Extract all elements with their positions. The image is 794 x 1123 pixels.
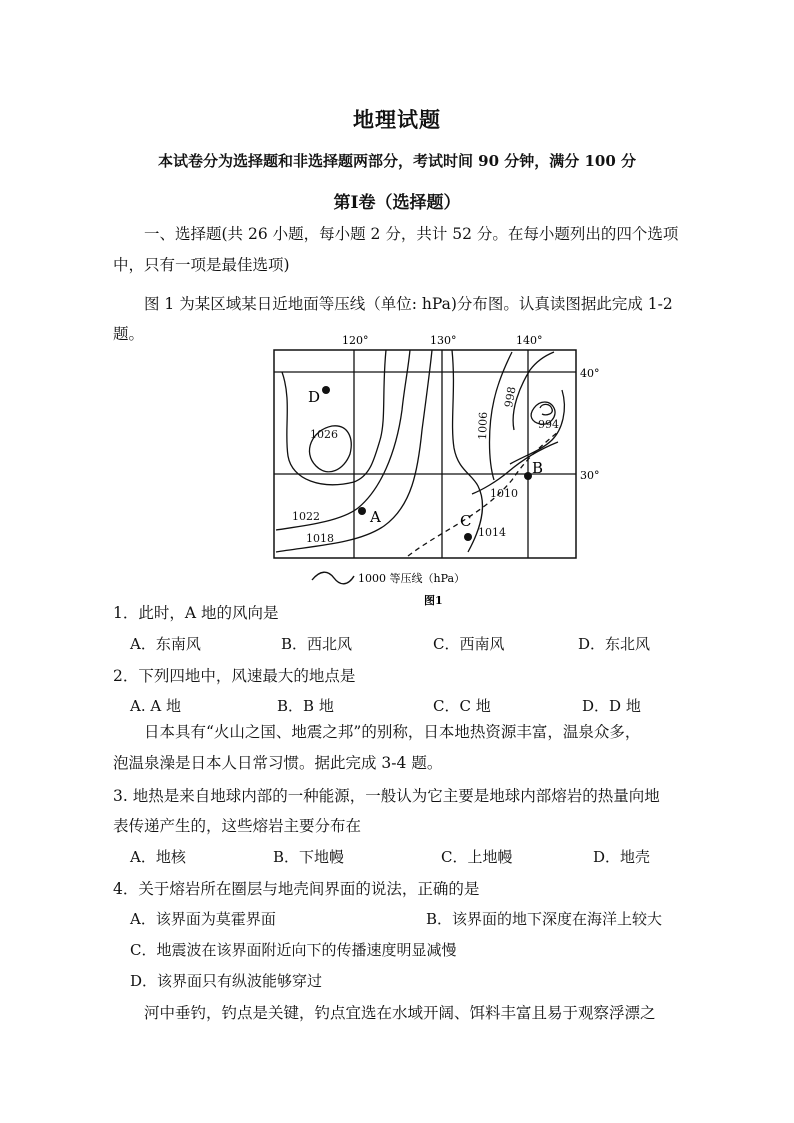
isobar-label-1026: 1026 — [310, 428, 338, 441]
point-c-label: C — [460, 512, 472, 530]
passage-fishing-line1: 河中垂钓，钓点是关键，钓点宜选在水域开阔、饵料丰富且易于观察浮漂之 — [144, 1004, 656, 1022]
isobar-map — [262, 330, 612, 612]
section-heading: 第Ⅰ卷（选择题） — [333, 193, 461, 213]
isobar-label-1014: 1014 — [478, 526, 506, 539]
isobar-1022 — [276, 350, 410, 530]
point-a-dot — [358, 507, 366, 515]
q1-option-b: B．西北风 — [281, 635, 353, 653]
q4-option-b: B．该界面的地下深度在海洋上较大 — [426, 910, 663, 928]
q2-option-c: C．C 地 — [433, 697, 491, 715]
lon-label-130: 130° — [430, 334, 457, 347]
instructions-line1: 一、选择题(共 26 小题，每小题 2 分，共计 52 分。在每小题列出的四个选项 — [144, 225, 679, 243]
isobar-label-1022: 1022 — [292, 510, 320, 523]
point-d-dot — [322, 386, 330, 394]
q3-option-c: C．上地幔 — [441, 848, 513, 866]
q4-option-a: A．该界面为莫霍界面 — [130, 910, 276, 928]
map-caption: 图1 — [424, 594, 443, 607]
q1-option-a: A．东南风 — [130, 635, 201, 653]
page-title: 地理试题 — [353, 107, 441, 132]
q3-option-d: D．地壳 — [593, 848, 651, 866]
isobar-outer-left — [282, 350, 386, 485]
isobar-994-inner — [540, 404, 552, 414]
q3-option-b: B．下地幔 — [273, 848, 345, 866]
isobar-label-998: 998 — [502, 385, 519, 409]
instructions-line2: 中，只有一项是最佳选项) — [113, 256, 290, 274]
legend-isobar-symbol — [312, 572, 354, 584]
q1-option-c: C．西南风 — [433, 635, 505, 653]
lat-label-40: 40° — [580, 367, 600, 380]
q2-option-a: A. A 地 — [130, 697, 181, 715]
figure-intro-line1: 图 1 为某区域某日近地面等压线（单位: hPa)分布图。认真读图据此完成 1-2 — [144, 295, 673, 313]
q4-option-d: D．该界面只有纵波能够穿过 — [130, 972, 323, 990]
isobar-label-1018: 1018 — [306, 532, 334, 545]
question-2-stem: 2．下列四地中，风速最大的地点是 — [113, 667, 356, 685]
isobar-label-1006: 1006 — [476, 411, 490, 441]
question-3-line2: 表传递产生的，这些熔岩主要分布在 — [113, 817, 362, 835]
point-d-label: D — [308, 388, 321, 406]
q4-option-c: C．地震波在该界面附近向下的传播速度明显减慢 — [130, 941, 457, 959]
point-b-label: B — [532, 459, 544, 477]
isobar-1006 — [490, 352, 513, 480]
point-a-label: A — [370, 508, 381, 526]
q2-option-b: B．B 地 — [277, 697, 334, 715]
passage-japan-line1: 日本具有“火山之国、地震之邦”的别称，日本地热资源丰富，温泉众多， — [144, 723, 641, 741]
point-c-dot — [464, 533, 472, 541]
isobar-label-994: 994 — [538, 418, 559, 431]
legend-text: 1000 等压线（hPa） — [358, 572, 466, 585]
question-1-stem: 1．此时，A 地的风向是 — [113, 604, 279, 622]
q2-option-d: D．D 地 — [582, 697, 641, 715]
passage-japan-line2: 泡温泉澡是日本人日常习惯。据此完成 3-4 题。 — [113, 754, 443, 772]
question-4-stem: 4．关于熔岩所在圈层与地壳间界面的说法，正确的是 — [113, 880, 480, 898]
lat-label-30: 30° — [580, 469, 600, 482]
isobar-label-1010: 1010 — [490, 487, 518, 500]
lon-label-140: 140° — [516, 334, 543, 347]
figure-intro-line2: 题。 — [113, 325, 145, 343]
q1-option-d: D．东北风 — [578, 635, 651, 653]
q3-option-a: A．地核 — [130, 848, 186, 866]
lon-label-120: 120° — [342, 334, 369, 347]
point-b-dot — [524, 472, 532, 480]
exam-subtitle: 本试卷分为选择题和非选择题两部分，考试时间 90 分钟，满分 100 分 — [157, 152, 637, 170]
question-3-line1: 3. 地热是来自地球内部的一种能源，一般认为它主要是地球内部熔岩的热量向地 — [113, 787, 660, 805]
